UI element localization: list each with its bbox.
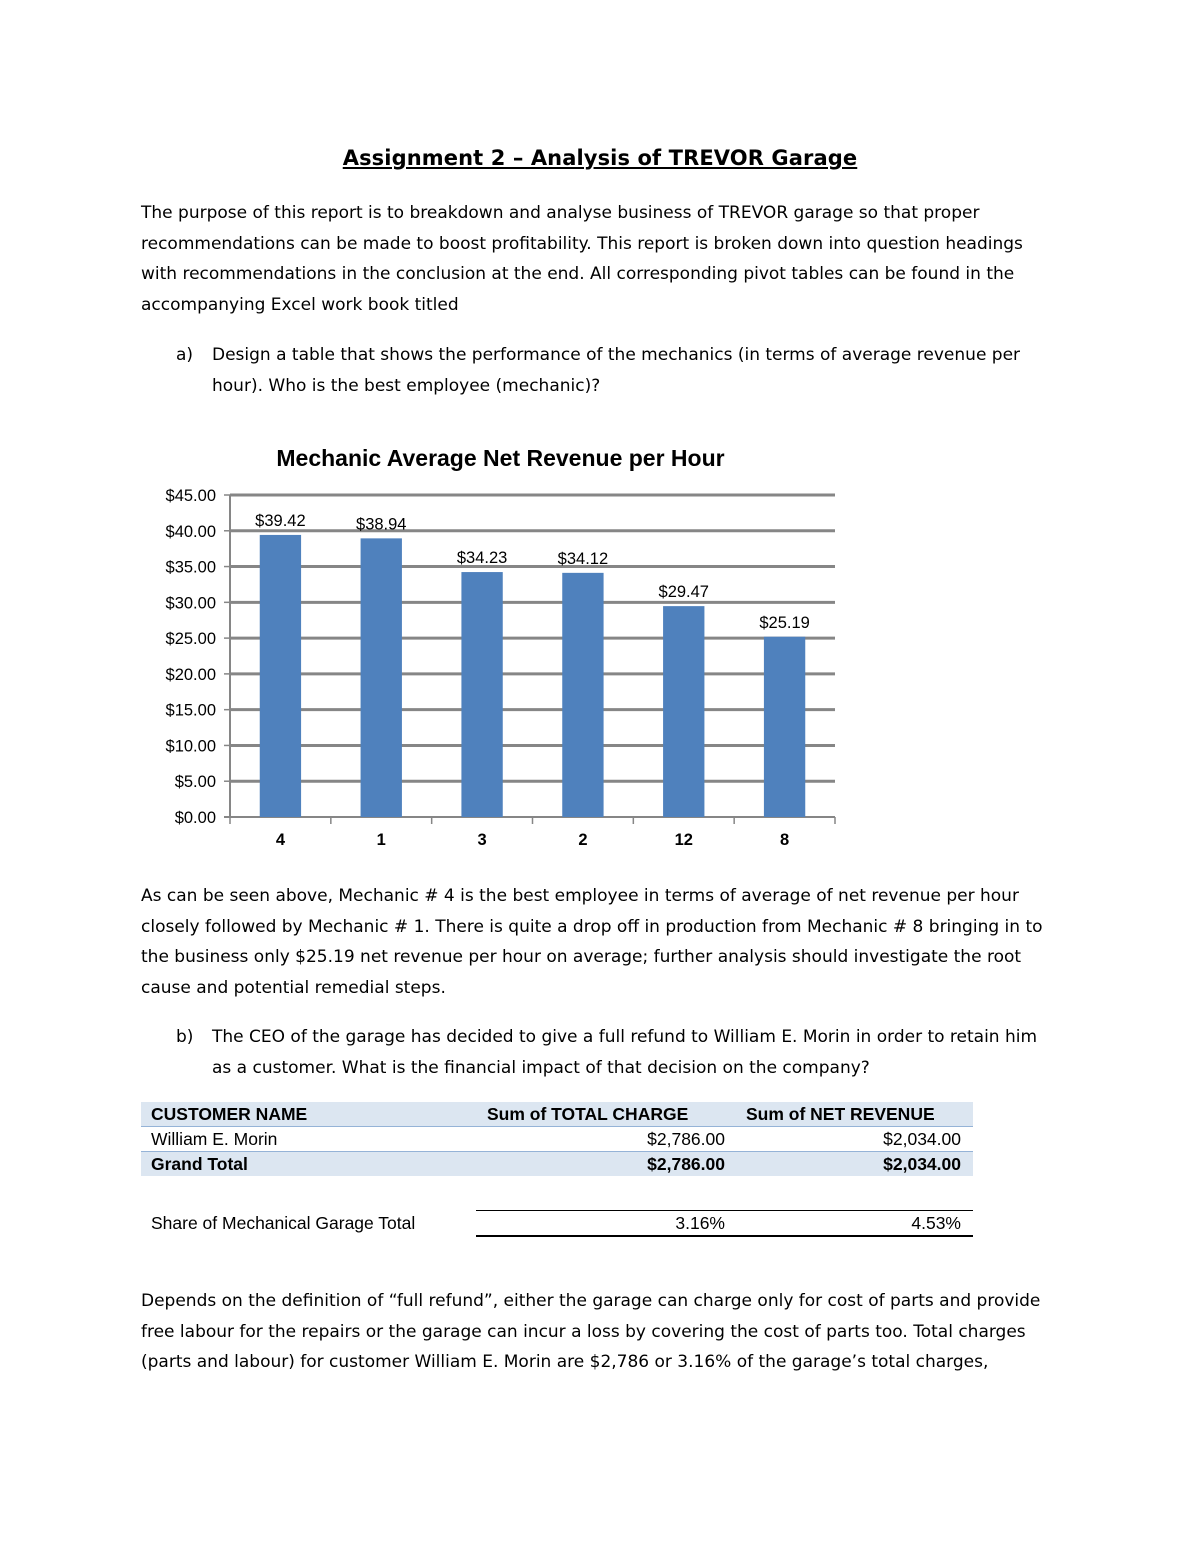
question-b-text: The CEO of the garage has decided to give a full refund to William E. Morin in order to retain him as a customer. What is the financial impact of that decision on the company? xyxy=(212,1027,1038,1078)
question-a xyxy=(176,340,1056,401)
share-row xyxy=(141,1210,973,1236)
header-customer-name: CUSTOMER NAME xyxy=(151,1104,308,1124)
x-tick-label: 12 xyxy=(674,831,693,849)
y-tick-label: $5.00 xyxy=(174,773,216,792)
pivot-table xyxy=(141,1102,973,1176)
bar-mechanic-4 xyxy=(260,535,301,817)
y-tick-label: $0.00 xyxy=(174,809,216,827)
x-tick-label: 1 xyxy=(376,831,386,849)
y-tick-label: $45.00 xyxy=(165,487,216,505)
grand-total-charge: $2,786.00 xyxy=(647,1154,725,1174)
table-row xyxy=(141,1127,973,1152)
y-tick-label: $10.00 xyxy=(165,737,216,756)
data-label: $38.94 xyxy=(356,515,407,534)
bar-mechanic-3 xyxy=(461,572,502,817)
bar-mechanic-12 xyxy=(663,606,704,817)
question-b xyxy=(176,1022,1056,1083)
intro-paragraph: The purpose of this report is to breakdown and analyse business of TREVOR garage so that proper recommendations can be made to boost profitability. This report is broken down into question headings with recommendations in the conclusion at the end. All corresponding pivot tables can be found in the accompanying Excel work book titled xyxy=(141,203,1023,315)
cell-total-charge: $2,786.00 xyxy=(647,1129,725,1149)
cell-customer-name: William E. Morin xyxy=(151,1129,278,1149)
analysis-a-paragraph: As can be seen above, Mechanic # 4 is the best employee in terms of average of net revenue per hour closely followed by Mechanic # 1. There is quite a drop off in production from Mechanic # 8 bringing in to the business only $25.19 net revenue per hour on average; further analysis should investigate the root cause and potential remedial steps. xyxy=(141,886,1043,998)
header-total-charge: Sum of TOTAL CHARGE xyxy=(487,1104,689,1124)
document-title: Assignment 2 – Analysis of TREVOR Garage xyxy=(342,146,858,170)
data-label: $39.42 xyxy=(255,511,306,530)
cell-net-revenue: $2,034.00 xyxy=(883,1129,961,1149)
grand-total-net-revenue: $2,034.00 xyxy=(883,1154,961,1174)
y-tick-label: $30.00 xyxy=(165,594,216,613)
y-tick-label: $15.00 xyxy=(165,701,216,720)
question-a-label: a) xyxy=(176,345,194,365)
share-net-revenue: 4.53% xyxy=(911,1213,961,1233)
pivot-header-row xyxy=(141,1102,973,1127)
share-label: Share of Mechanical Garage Total xyxy=(151,1213,416,1233)
share-total-charge: 3.16% xyxy=(675,1213,725,1233)
x-tick-label: 4 xyxy=(275,831,286,849)
bar-mechanic-8 xyxy=(764,637,805,817)
y-tick-label: $20.00 xyxy=(165,665,216,684)
x-tick-label: 8 xyxy=(779,831,790,849)
chart-title: Mechanic Average Net Revenue per Hour xyxy=(276,445,725,471)
question-a-text: Design a table that shows the performance of the mechanics (in terms of average revenue per hour). Who is the best employee (mechanic)? xyxy=(212,345,1021,396)
question-b-label: b) xyxy=(176,1027,194,1047)
grand-total-row xyxy=(141,1152,973,1176)
bar-mechanic-2 xyxy=(562,573,603,817)
data-label: $34.23 xyxy=(456,549,508,568)
y-tick-label: $25.00 xyxy=(165,630,216,649)
data-label: $29.47 xyxy=(658,583,709,602)
bar-mechanic-1 xyxy=(361,538,402,817)
x-tick-label: 3 xyxy=(477,831,487,849)
grand-total-label: Grand Total xyxy=(151,1154,248,1174)
data-label: $34.12 xyxy=(557,549,609,568)
revenue-bar-chart xyxy=(135,430,855,860)
header-net-revenue: Sum of NET REVENUE xyxy=(746,1104,935,1124)
y-tick-label: $35.00 xyxy=(165,558,216,577)
y-tick-label: $40.00 xyxy=(165,522,216,541)
x-tick-label: 2 xyxy=(578,831,588,849)
analysis-b-paragraph: Depends on the definition of “full refund”, either the garage can charge only for cost of parts and provide free labour for the repairs or the garage can incur a loss by covering the cost of parts too. Total charges (parts and labour) for customer William E. Morin are $2,786 or 3.16% of the garage’s total charges, xyxy=(141,1291,1041,1372)
data-label: $25.19 xyxy=(759,613,810,632)
